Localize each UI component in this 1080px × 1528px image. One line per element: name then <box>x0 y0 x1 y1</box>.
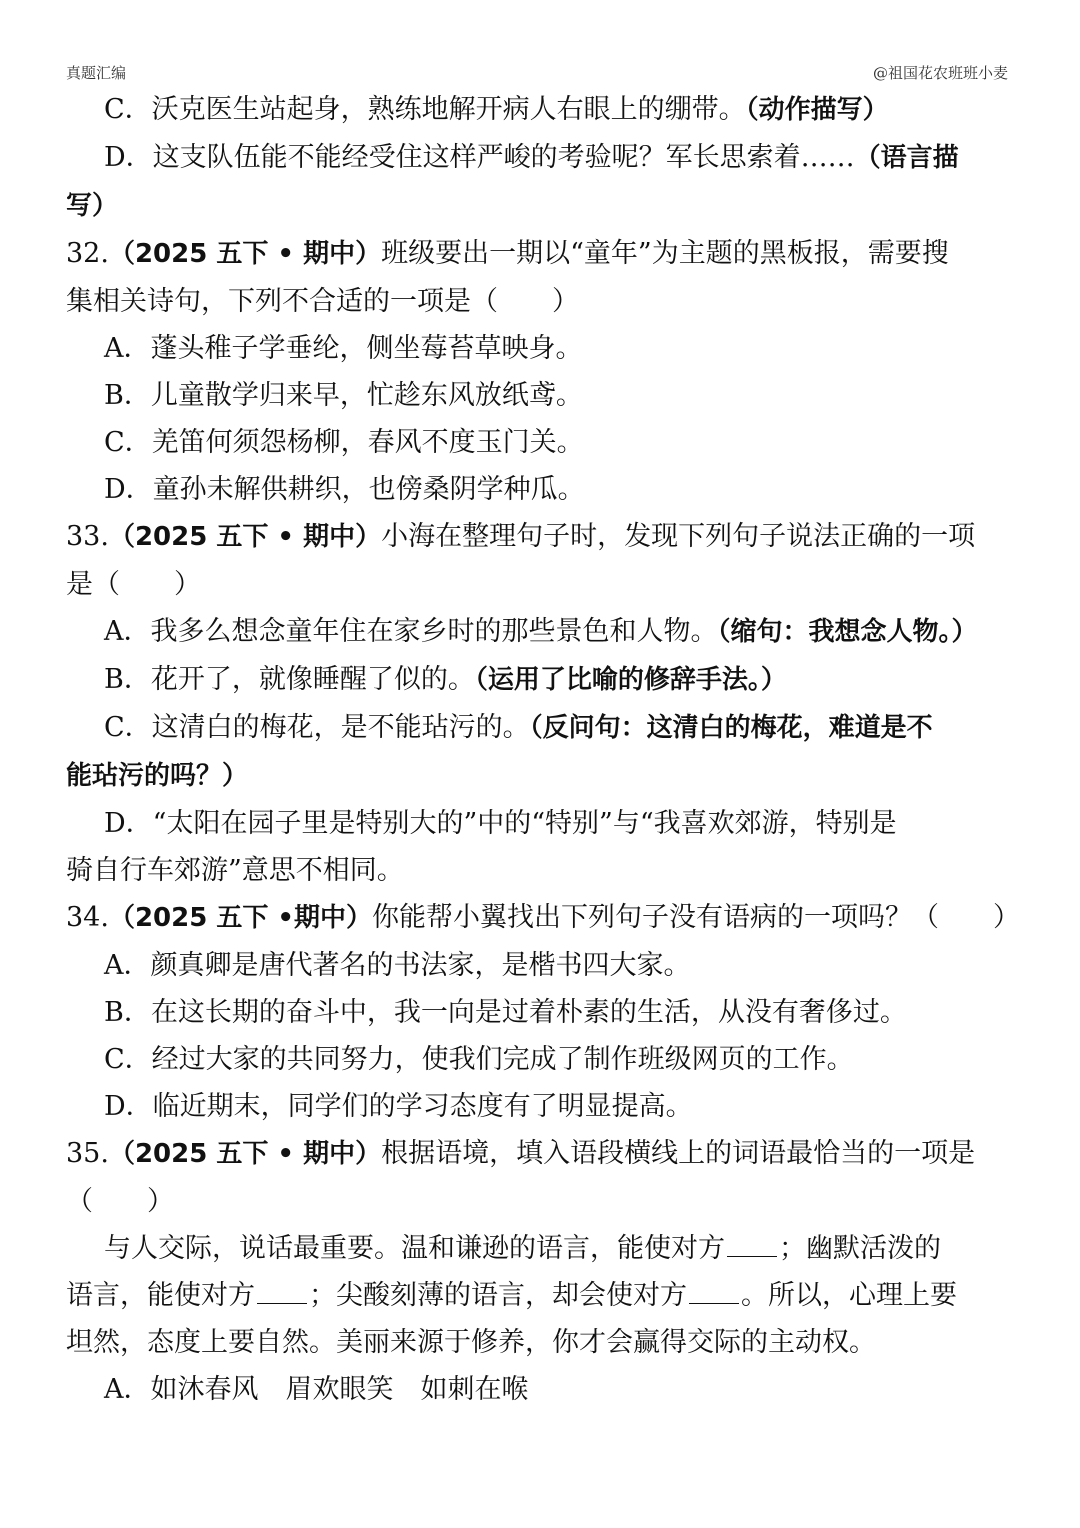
question-32-option-d: D．童孙未解供耕织，也傍桑阴学种瓜。 <box>104 474 585 505</box>
answer-note: （动作描写） <box>745 95 889 125</box>
question-32-option-c: C．羌笛何须怨杨柳，春风不度玉门关。 <box>104 427 584 458</box>
question-34-option-b: B．在这长期的奋斗中，我一向是过着朴素的生活，从没有奢侈过。 <box>104 997 907 1028</box>
answer-note: （反问句：这清白的梅花，难道是不 <box>529 713 933 743</box>
question-35-stem-cont: （ ） <box>66 1186 174 1217</box>
prev-option-c: C．沃克医生站起身，熟练地解开病人右眼上的绷带。（动作描写） <box>104 94 889 125</box>
question-tag: （2025 五下 •期中） <box>108 903 373 933</box>
answer-note: （缩句：我想念人物。） <box>717 617 978 647</box>
question-34-stem: 34.（2025 五下 •期中）你能帮小翼找出下列句子没有语病的一项吗？（ ） <box>66 902 1021 933</box>
prev-option-d-cont <box>66 182 1014 230</box>
question-32-stem: 32.（2025 五下 • 期中）班级要出一期以“童年”为主题的黑板报，需要搜 <box>66 238 949 269</box>
question-35-passage-line-1: 与人交际，说话最重要。温和谦逊的语言，能使对方 ；幽默活泼的 <box>66 1225 1014 1272</box>
header-right: @祖国花农班班小麦 <box>872 64 1008 82</box>
question-tag: （2025 五下 • 期中） <box>108 522 382 552</box>
answer-note: 能玷污的吗？） <box>66 761 249 791</box>
question-number: 32. <box>66 238 109 269</box>
question-tag: （2025 五下 • 期中） <box>108 1139 382 1169</box>
question-33-option-a: A．我多么想念童年住在家乡时的那些景色和人物。（缩句：我想念人物。） <box>104 616 978 647</box>
question-number: 33. <box>66 521 109 552</box>
question-33-option-d: D．“太阳在园子里是特别大的”中的“特别”与“我喜欢郊游，特别是 <box>104 808 897 839</box>
question-33-stem-cont: 是（ ） <box>66 569 201 600</box>
question-33-option-b: B．花开了，就像睡醒了似的。（运用了比喻的修辞手法。） <box>104 664 787 695</box>
question-33-stem: 33.（2025 五下 • 期中）小海在整理句子时，发现下列句子说法正确的一项 <box>66 521 976 552</box>
question-34-option-c: C．经过大家的共同努力，使我们完成了制作班级网页的工作。 <box>104 1044 854 1075</box>
question-tag: （2025 五下 • 期中） <box>108 239 382 269</box>
question-35-passage-line-3: 坦然，态度上要自然。美丽来源于修养，你才会赢得交际的主动权。 <box>66 1327 876 1358</box>
question-35-option-a: A．如沐春风 眉欢眼笑 如刺在喉 <box>104 1374 529 1405</box>
question-32-option-a: A．蓬头稚子学垂纶，侧坐莓苔草映身。 <box>104 333 583 364</box>
answer-note: （语言描 <box>854 143 959 173</box>
question-number: 34. <box>66 902 109 933</box>
fill-blank <box>727 1230 777 1257</box>
question-33-option-d-cont: 骑自行车郊游”意思不相同。 <box>66 855 404 886</box>
prev-option-d: D．这支队伍能不能经受住这样严峻的考验呢？军长思索着……（语言描 <box>104 142 959 173</box>
fill-blank <box>257 1277 307 1304</box>
question-35-stem: 35.（2025 五下 • 期中）根据语境，填入语段横线上的词语最恰当的一项是 <box>66 1138 976 1169</box>
document-page <box>66 86 1021 1413</box>
question-35-passage-line-2: 语言，能使对方 ；尖酸刻薄的语言，却会使对方 。所以，心理上要 <box>66 1272 1014 1319</box>
question-33-option-c: C．这清白的梅花，是不能玷污的。（反问句：这清白的梅花，难道是不 <box>104 712 933 743</box>
question-34-option-a: A．颜真卿是唐代著名的书法家，是楷书四大家。 <box>104 950 691 981</box>
answer-note: （运用了比喻的修辞手法。） <box>474 665 787 695</box>
question-34-option-d: D．临近期末，同学们的学习态度有了明显提高。 <box>104 1091 693 1122</box>
question-33-option-c-cont <box>66 752 1014 800</box>
question-32-option-b: B．儿童散学归来早，忙趁东风放纸鸢。 <box>104 380 583 411</box>
fill-blank <box>689 1277 739 1304</box>
header-left: 真题汇编 <box>66 64 127 82</box>
question-number: 35. <box>66 1138 109 1169</box>
answer-note: 写） <box>66 191 119 221</box>
question-32-stem-cont: 集相关诗句，下列不合适的一项是（ ） <box>66 286 579 317</box>
